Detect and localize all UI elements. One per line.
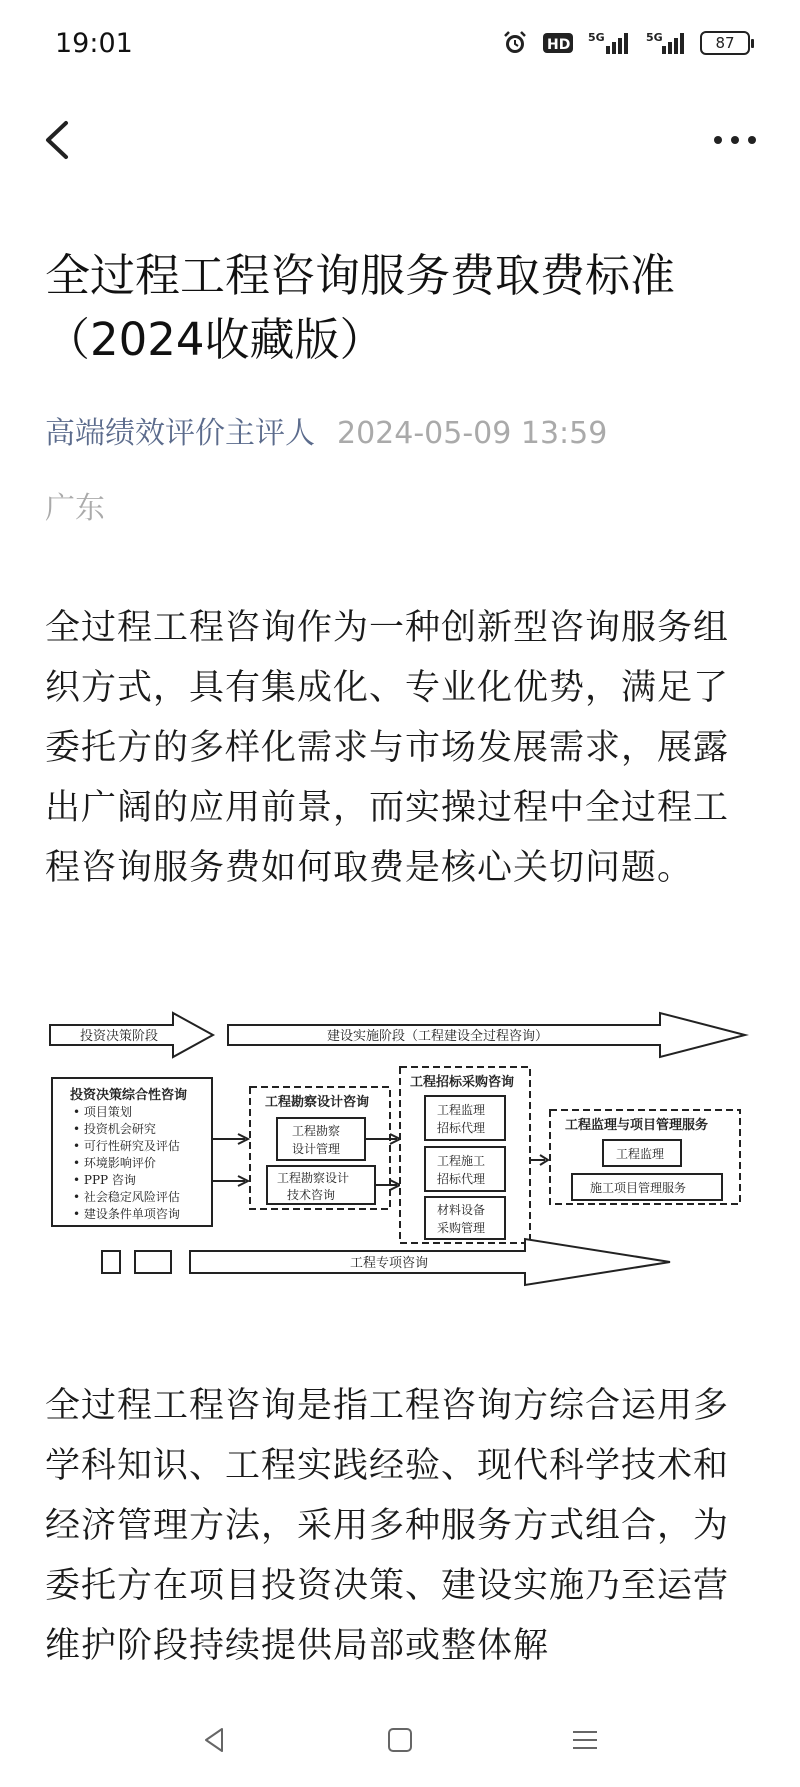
process-diagram [45,1005,760,1325]
network-label-2: 5G [646,31,663,44]
box1-item: • 环境影响评价 [73,1156,156,1170]
author-link[interactable]: 高端绩效评价主评人 [45,416,315,451]
nav-home-button[interactable] [385,1725,415,1759]
battery-icon [700,31,750,55]
box3-b-line1: 工程施工 [437,1154,486,1168]
system-nav-bar [0,1710,800,1787]
status-time: 19:01 [55,28,133,59]
top-nav [0,95,800,185]
box1-item: • 可行性研究及评估 [73,1139,180,1153]
hd-label: HD [547,37,571,53]
square-home-icon [385,1725,415,1755]
box1-item: • 社会稳定风险评估 [73,1190,180,1204]
box3-c-line2: 采购管理 [437,1221,486,1235]
paragraph-intro: 全过程工程咨询作为一种创新型咨询服务组织方式，具有集成化、专业化优势，满足了委托方的多样化需求与市场发展需求，展露出广阔的应用前景，而实操过程中全过程工程咨询服务费如何取费是核心关切问题。 [45,608,730,888]
box2-a-line2: 设计管理 [292,1142,341,1156]
signal-5g-icon-2 [646,30,686,56]
box2-a-line1: 工程勘察 [292,1124,341,1138]
nav-menu-button[interactable] [570,1725,600,1759]
box4-b-label: 施工项目管理服务 [590,1181,687,1195]
publish-location: 广东 [45,491,105,526]
article-figure[interactable] [45,1005,760,1325]
legend-box-small [102,1251,120,1273]
arrow-connector [212,1176,248,1186]
battery-level: 87 [715,34,735,52]
special-consulting-arrow [190,1239,670,1285]
publish-datetime: 2024-05-09 13:59 [337,416,608,451]
stage2-label: 建设实施阶段（工程建设全过程咨询） [327,1029,549,1044]
box4-title: 工程监理与项目管理服务 [565,1118,709,1133]
box3-title: 工程招标采购咨询 [410,1075,515,1090]
box3-c-line1: 材料设备 [437,1203,486,1217]
arrow-connector [530,1155,548,1165]
box1-title: 投资决策综合性咨询 [70,1088,188,1103]
menu-lines-icon [570,1725,600,1755]
nav-back-button[interactable] [200,1725,230,1759]
legend-box-wide [135,1251,171,1273]
box3-b-line2: 招标代理 [437,1172,486,1186]
status-icons [502,30,750,56]
box1-item: • PPP 咨询 [73,1173,136,1187]
article-title: 全过程工程咨询服务费取费标准（2024收藏版） [45,249,676,366]
box2-b-line2: 技术咨询 [287,1188,336,1202]
box1-item: • 投资机会研究 [73,1122,156,1136]
signal-5g-icon [588,30,632,56]
article-meta [45,414,607,454]
status-bar [0,0,800,92]
box4-a-label: 工程监理 [616,1147,665,1161]
box3-a-line2: 招标代理 [437,1121,486,1135]
special-consulting-label: 工程专项咨询 [350,1256,429,1271]
network-label-1: 5G [588,31,605,44]
box3-a-line1: 工程监理 [437,1103,486,1117]
back-button[interactable] [38,117,82,163]
paragraph-definition: 全过程工程咨询是指工程咨询方综合运用多学科知识、工程实践经验、现代科学技术和经济管理方法，采用多种服务方式组合，为委托方在项目投资决策、建设实施乃至运营维护阶段持续提供局部或整体解 [45,1386,730,1666]
hd-icon [542,31,574,55]
triangle-back-icon [200,1725,230,1755]
more-options-button[interactable] [710,120,760,160]
alarm-icon [502,30,528,56]
box2-title: 工程勘察设计咨询 [265,1095,370,1110]
box1-item: • 项目策划 [73,1105,132,1119]
arrow-connector [212,1134,248,1144]
stage1-label: 投资决策阶段 [80,1029,159,1044]
more-options-icon [710,120,760,160]
back-arrow-icon [38,117,82,163]
box1-item: • 建设条件单项咨询 [73,1207,180,1221]
box2-b-line1: 工程勘察设计 [277,1171,350,1185]
